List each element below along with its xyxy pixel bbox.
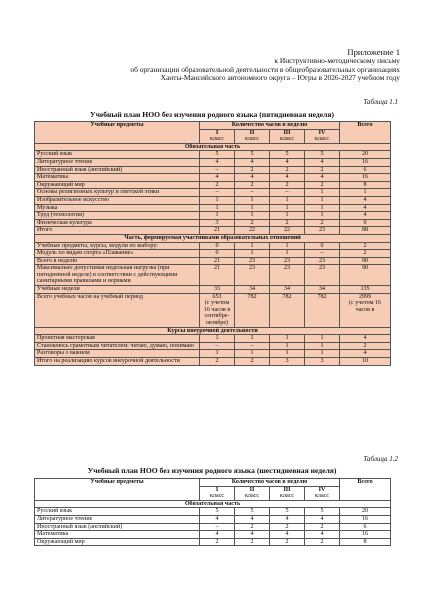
subject-name: Литературное чтение: [35, 158, 200, 166]
total-cell: 3: [305, 358, 340, 366]
subject-name: Иностранный язык (английский): [35, 523, 200, 531]
subject-name: Модуль по видам спорта «Плавание»: [35, 250, 200, 258]
table-row: [35, 250, 391, 258]
subject-name: Труд (технология): [35, 212, 200, 220]
total-cell: 6: [340, 523, 391, 531]
table-row: [35, 335, 391, 343]
table1-label: Таблица 1.1: [363, 98, 398, 106]
header-hours: Количество часов в неделю: [200, 479, 340, 487]
subject-name: Русский язык: [35, 508, 200, 516]
total-cell: 23: [235, 257, 270, 265]
total-label: Всего в неделю: [35, 257, 200, 265]
table-row: [35, 158, 391, 166]
hours-cell: 782: [235, 293, 270, 327]
hours-cell: 4: [200, 174, 235, 182]
hours-cell: 5: [200, 508, 235, 516]
hours-cell: 5: [235, 151, 270, 159]
annex-line: об организации образовательной деятельности в общеобразовательных организациях: [130, 64, 400, 74]
total-label: Итого на реализацию курсов внеурочной деятельности: [35, 358, 200, 366]
subject-name: Математика: [35, 531, 200, 539]
total-row: [35, 257, 391, 265]
max-load-label: Максимально допустимая недельная нагрузка (при пятидневной неделе) в соответствии с действующими санитарными правилами и нормами: [35, 265, 200, 286]
hours-cell: 2: [270, 166, 305, 174]
hours-cell: 1: [305, 189, 340, 197]
header-grade-4: IV класс: [305, 486, 340, 500]
subject-name: Литературное чтение: [35, 515, 200, 523]
hours-cell: 0: [305, 242, 340, 250]
hours-cell: 4: [200, 531, 235, 539]
hours-cell: 2: [235, 538, 270, 546]
hours-cell: 1: [305, 342, 340, 350]
hours-cell: 1: [235, 204, 270, 212]
total-cell: 1: [340, 189, 391, 197]
hours-cell: 1: [270, 342, 305, 350]
total-cell: 23: [235, 265, 270, 286]
hours-cell: 4: [235, 174, 270, 182]
header-grade-2: II класс: [235, 486, 270, 500]
header-subjects: Учебные предметы: [35, 122, 200, 144]
table-row: [35, 350, 391, 358]
table-row: [35, 523, 391, 531]
total-cell: 4: [340, 212, 391, 220]
total-cell: 2: [340, 342, 391, 350]
total-cell: 2: [200, 358, 235, 366]
hours-cell: 2: [270, 538, 305, 546]
table2-label: Таблица 1.2: [363, 455, 398, 463]
total-cell: 20: [340, 151, 391, 159]
hours-cell: 2: [235, 219, 270, 227]
table-row: [35, 151, 391, 159]
section-mandatory: Обязательная часть: [35, 500, 391, 508]
hours-cell: –: [305, 250, 340, 258]
hours-cell: –: [270, 189, 305, 197]
hours-cell: 4: [235, 531, 270, 539]
total-cell: 16: [340, 515, 391, 523]
subject-name: Физическая культура: [35, 219, 200, 227]
total-cell: 88: [340, 227, 391, 235]
table-row: [35, 166, 391, 174]
hours-cell: 4: [305, 174, 340, 182]
table-row: [35, 181, 391, 189]
hours-cell: 1: [305, 196, 340, 204]
table-row: [35, 515, 391, 523]
hours-cell: 1: [200, 204, 235, 212]
total-cell: 4: [340, 335, 391, 343]
total-cell: 16: [340, 158, 391, 166]
hours-cell: 2: [235, 166, 270, 174]
header-grade-1: I класс: [200, 129, 235, 143]
header-grade-3: III класс: [270, 129, 305, 143]
subject-name: Математика: [35, 174, 200, 182]
total-cell: 4: [340, 350, 391, 358]
hours-cell: 4: [305, 531, 340, 539]
table-row: [35, 174, 391, 182]
total-cell: 2: [340, 242, 391, 250]
hours-cell: –: [235, 189, 270, 197]
subject-name: Иностранный язык (английский): [35, 166, 200, 174]
table2-title: Учебный план НОО без изучения родного языка (шестидневная неделя): [87, 466, 337, 475]
header-grade-2: II класс: [235, 129, 270, 143]
total-cell: 8: [340, 538, 391, 546]
hours-cell: 2: [270, 523, 305, 531]
table-row: [35, 508, 391, 516]
table-row: [35, 342, 391, 350]
hours-cell: 5: [270, 151, 305, 159]
hours-cell: 2: [270, 181, 305, 189]
course-name: Разговоры о важном: [35, 350, 200, 358]
total-cell: 2: [235, 358, 270, 366]
section-mandatory: Обязательная часть: [35, 143, 391, 151]
hours-cell: 1: [305, 204, 340, 212]
total-cell: 22: [235, 227, 270, 235]
curriculum-table-five-day: [34, 121, 391, 366]
hours-cell: –: [200, 189, 235, 197]
table-row: [35, 212, 391, 220]
hours-cell: 34: [235, 286, 270, 294]
table-row: [35, 286, 391, 294]
hours-cell: 1: [270, 250, 305, 258]
hours-cell: 1: [305, 350, 340, 358]
section-extracurricular: Курсы внеурочной деятельности: [35, 327, 391, 335]
hours-cell: 5: [305, 508, 340, 516]
total-cell: 23: [270, 257, 305, 265]
hours-cell: 2: [270, 219, 305, 227]
max-load-row: [35, 265, 391, 286]
total-cell: 135: [340, 286, 391, 294]
total-row: [35, 358, 391, 366]
hours-cell: 653 (с учетом 16 часов в сентябре-октябре): [200, 293, 235, 327]
subject-name: Основы религиозных культур и светской этики: [35, 189, 200, 197]
hours-cell: 782: [305, 293, 340, 327]
annex-line: Ханты-Мансийского автономного округа – Югры в 2026-2027 учебном году: [160, 73, 400, 83]
hours-cell: 1: [235, 335, 270, 343]
table-row: [35, 531, 391, 539]
hours-cell: 34: [270, 286, 305, 294]
course-name: Становлюсь грамотным читателем: читаю, думаю, понимаю: [35, 342, 200, 350]
total-cell: 23: [305, 265, 340, 286]
total-cell: 23: [305, 257, 340, 265]
total-cell: 16: [340, 174, 391, 182]
total-cell: 90: [340, 257, 391, 265]
total-cell: 21: [200, 265, 235, 286]
hours-cell: 3: [200, 219, 235, 227]
year-note: (с учетом 16 часов в сентябре-октябре): [203, 300, 231, 327]
year-total-row: [35, 293, 391, 327]
annex-header: [60, 47, 400, 83]
header-subjects: Учебные предметы: [35, 479, 200, 501]
hours-cell: 1: [270, 196, 305, 204]
table-row: [35, 538, 391, 546]
total-cell: 4: [340, 204, 391, 212]
subject-name: Окружающий мир: [35, 538, 200, 546]
hours-cell: 2: [305, 538, 340, 546]
total-row: [35, 227, 391, 235]
total-cell: 21: [200, 227, 235, 235]
total-label: Итого: [35, 227, 200, 235]
hours-cell: –: [235, 342, 270, 350]
hours-cell: 4: [200, 158, 235, 166]
hours-cell: 2: [305, 219, 340, 227]
hours-cell: 5: [270, 508, 305, 516]
hours-cell: 2: [200, 538, 235, 546]
course-name: Проектная мастерская: [35, 335, 200, 343]
hours-cell: –: [200, 523, 235, 531]
subject-name: Русский язык: [35, 151, 200, 159]
hours-cell: 1: [270, 212, 305, 220]
total-cell: 23: [305, 227, 340, 235]
hours-cell: 4: [305, 515, 340, 523]
hours-cell: 782: [270, 293, 305, 327]
annex-title: Приложение 1: [347, 47, 400, 57]
hours-cell: 2: [305, 181, 340, 189]
hours-cell: 0: [200, 250, 235, 258]
hours-cell: 1: [200, 350, 235, 358]
hours-cell: –: [200, 166, 235, 174]
hours-cell: 4: [200, 515, 235, 523]
total-cell: 20: [340, 508, 391, 516]
hours-cell: 33: [200, 286, 235, 294]
total-cell: 2: [340, 250, 391, 258]
annex-line: к Инструктивно-методическому письму: [274, 56, 400, 65]
hours-cell: 1: [235, 242, 270, 250]
subject-name: Учебные предметы, курсы, модули по выбору:: [35, 242, 200, 250]
header-grade-4: IV класс: [305, 129, 340, 143]
hours-cell: 1: [200, 212, 235, 220]
hours-cell: 1: [235, 212, 270, 220]
hours-cell: 4: [270, 515, 305, 523]
hours-cell: 2: [235, 181, 270, 189]
hours-cell: 1: [270, 204, 305, 212]
hours-cell: 2: [200, 181, 235, 189]
total-cell: 6: [340, 166, 391, 174]
subject-name: Музыка: [35, 204, 200, 212]
hours-cell: 1: [305, 212, 340, 220]
subject-name: Изобразительное искусство: [35, 196, 200, 204]
section-formed: Часть, формируемая участниками образовательных отношений: [35, 234, 391, 242]
hours-cell: 1: [270, 350, 305, 358]
hours-cell: 1: [270, 335, 305, 343]
total-cell: 90: [340, 265, 391, 286]
table-row: [35, 219, 391, 227]
table-row: [35, 204, 391, 212]
curriculum-table-six-day: [34, 478, 391, 546]
total-cell: 21: [200, 257, 235, 265]
hours-cell: 4: [270, 174, 305, 182]
hours-cell: 5: [200, 151, 235, 159]
total-cell: 23: [270, 265, 305, 286]
total-cell: 4: [340, 196, 391, 204]
header-total: Всего: [340, 122, 391, 144]
hours-cell: –: [200, 342, 235, 350]
total-cell: 22: [270, 227, 305, 235]
hours-cell: 4: [235, 158, 270, 166]
hours-cell: 1: [235, 350, 270, 358]
table1-title: Учебный план НОО без изучения родного языка (пятидневная неделя): [90, 110, 334, 119]
hours-cell: 1: [235, 196, 270, 204]
subject-name: Окружающий мир: [35, 181, 200, 189]
hours-cell: 4: [270, 158, 305, 166]
header-grade-1: I класс: [200, 486, 235, 500]
hours-cell: 4: [305, 158, 340, 166]
hours-cell: 1: [270, 242, 305, 250]
hours-cell: 5: [235, 508, 270, 516]
hours-cell: 4: [235, 515, 270, 523]
total-cell: 2999 (с учетом 16 часов в: [340, 293, 391, 327]
subject-name: Учебные недели: [35, 286, 200, 294]
hours-cell: 2: [235, 523, 270, 531]
hours-cell: 2: [305, 523, 340, 531]
table-row: [35, 196, 391, 204]
hours-cell: 0: [200, 242, 235, 250]
table-row: [35, 242, 391, 250]
hours-cell: 1: [200, 196, 235, 204]
hours-cell: 4: [270, 531, 305, 539]
total-cell: 9: [340, 219, 391, 227]
total-cell: 16: [340, 531, 391, 539]
hours-cell: 2: [305, 166, 340, 174]
hours-cell: 5: [305, 151, 340, 159]
header-hours: Количество часов в неделю: [200, 122, 340, 130]
header-total: Всего: [340, 479, 391, 501]
hours-cell: 34: [305, 286, 340, 294]
hours-cell: 1: [305, 335, 340, 343]
header-grade-3: III класс: [270, 486, 305, 500]
subject-name: Всего учебных часов на учебный период: [35, 293, 200, 327]
total-cell: 10: [340, 358, 391, 366]
total-cell: 8: [340, 181, 391, 189]
total-cell: 3: [270, 358, 305, 366]
hours-cell: 1: [235, 250, 270, 258]
year-note: (с учетом 16 часов в: [349, 300, 382, 313]
hours-cell: 1: [200, 335, 235, 343]
table-row: [35, 189, 391, 197]
